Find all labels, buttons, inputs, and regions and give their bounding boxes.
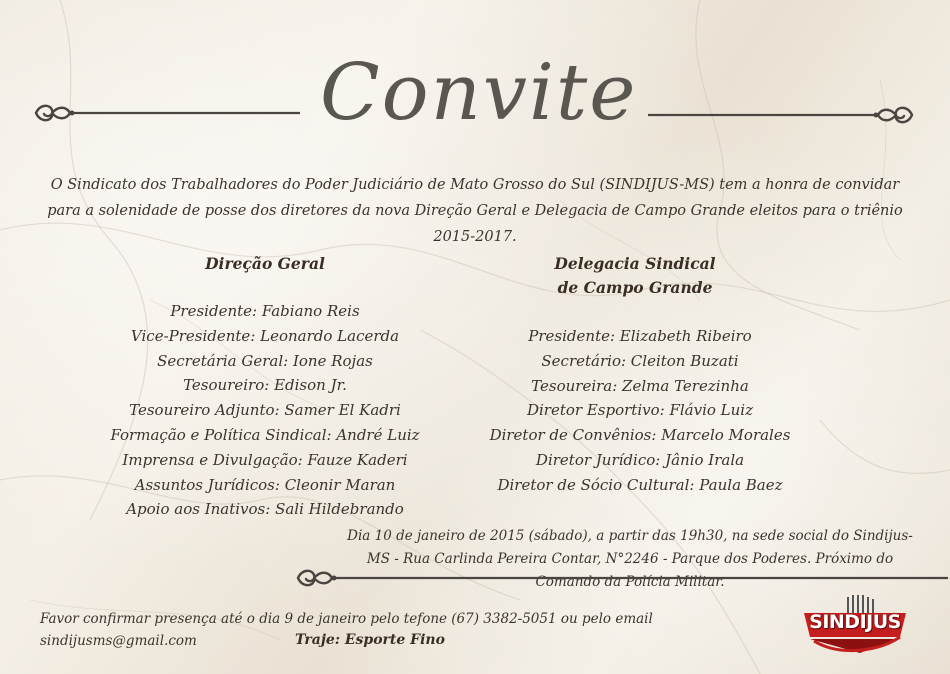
event-details: Dia 10 de janeiro de 2015 (sábado), a partir das 19h30, na sede social do Sindijus-MS - Rua Carlinda Pereira Contar, N°2246 - Parque dos Poderes. Próximo do Comando da Polícia Militar.	[347, 528, 913, 590]
intro-paragraph: O Sindicato dos Trabalhadores do Poder Judiciário de Mato Grosso do Sul (SINDIJUS-MS) tem a honra de convidar para a solenidade de posse dos diretores da nova Direção Geral e Delegacia de Campo Grande eleitos para o triênio 2015-2017.	[47, 177, 903, 245]
list-item: Diretor Esportivo: Flávio Luiz	[526, 401, 753, 420]
direcao-geral-heading: Direção Geral	[205, 254, 325, 273]
list-item: Tesoureiro: Edison Jr.	[183, 376, 347, 395]
title-ornament-left	[32, 98, 302, 128]
list-item: Apoio aos Inativos: Sali Hildebrando	[126, 500, 404, 519]
delegacia-heading-line2: de Campo Grande	[557, 278, 713, 297]
event-divider-ornament	[294, 563, 950, 593]
list-item: Assuntos Jurídicos: Cleonir Maran	[134, 475, 396, 494]
list-item: Formação e Política Sindical: André Luiz	[110, 425, 420, 444]
list-item: Diretor de Convênios: Marcelo Morales	[489, 426, 791, 445]
list-item: Diretor Jurídico: Jânio Irala	[535, 450, 745, 469]
delegacia-heading-line1: Delegacia Sindical	[554, 254, 716, 273]
delegacia-list	[480, 324, 800, 498]
delegacia-heading	[540, 252, 730, 300]
list-item: Secretária Geral: Ione Rojas	[157, 351, 373, 370]
title-ornament-right	[648, 100, 918, 130]
list-item: Tesoureiro Adjunto: Samer El Kadri	[129, 401, 401, 420]
list-item: Imprensa e Divulgação: Fauze Kaderi	[122, 450, 408, 469]
list-item: Tesoureira: Zelma Terezinha	[531, 376, 749, 395]
list-item: Vice-Presidente: Leonardo Lacerda	[130, 326, 400, 345]
logo-text: SINDIJUS	[809, 611, 901, 633]
dress-code: Traje: Esporte Fino	[295, 632, 445, 648]
rsvp-text: Favor confirmar presença até o dia 9 de janeiro pelo tefone (67) 3382-5051 ou pelo email sindijusms@gmail.com	[40, 611, 653, 649]
direcao-geral-list	[105, 299, 425, 522]
sindijus-logo	[800, 593, 910, 659]
invitation-title: Convite	[320, 48, 638, 138]
list-item: Presidente: Fabiano Reis	[170, 302, 360, 320]
list-item: Presidente: Elizabeth Ribeiro	[528, 327, 752, 345]
list-item: Secretário: Cleiton Buzati	[541, 351, 739, 370]
list-item: Diretor de Sócio Cultural: Paula Baez	[497, 475, 783, 494]
